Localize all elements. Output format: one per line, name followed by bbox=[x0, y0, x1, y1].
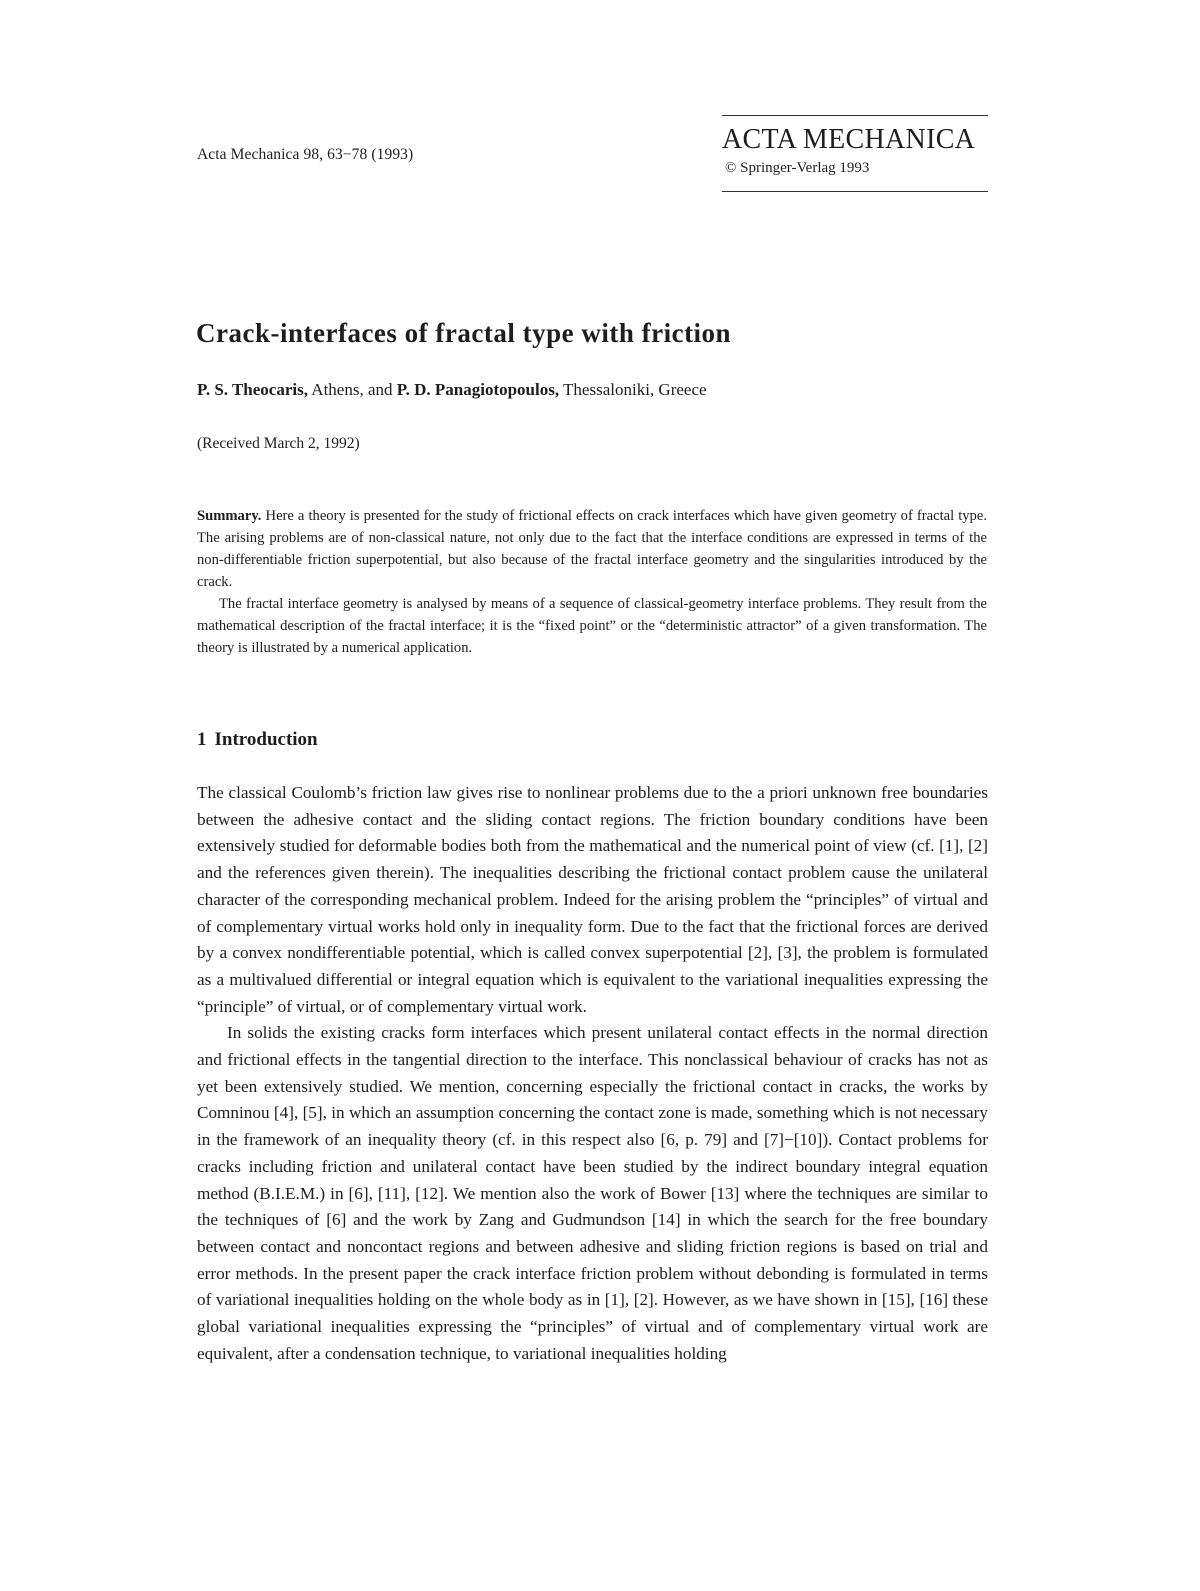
masthead-top-rule bbox=[722, 115, 988, 116]
author-affiliation-athens: Athens, and bbox=[308, 380, 397, 399]
author-panagiotopoulos: P. D. Panagiotopoulos, bbox=[396, 380, 560, 399]
copyright-notice: © Springer-Verlag 1993 bbox=[725, 160, 870, 176]
author-affiliation-thessaloniki: Thessaloniki, Greece bbox=[559, 380, 707, 399]
section-number: 1 bbox=[197, 729, 207, 750]
author-theocaris: P. S. Theocaris, bbox=[197, 380, 308, 399]
body-paragraph: The classical Coulomb’s friction law gives rise to nonlinear problems due to the a priori unknown free boundaries between the adhesive contact and the sliding contact regions. The friction boundary conditions have been extensively studied for deformable bodies both from the mathematical and the numerical point of view (cf. [1], [2] and the references given therein). The inequalities describing the frictional contact problem cause the unilateral character of the corresponding mechanical problem. Indeed for the arising problem the “principles” of virtual and of complementary virtual works hold only in inequality form. Due to the fact that the frictional forces are derived by a convex nondifferentiable potential, which is called convex superpotential [2], [3], the problem is formulated as a multivalued differential or integral equation which is equivalent to the variational inequalities expressing the “principle” of virtual, or of complementary virtual work. bbox=[197, 783, 988, 1016]
summary-text: Here a theory is presented for the study of frictional effects on crack interfaces which have given geometry of fractal type. The arising problems are of non-classical nature, not only due to the fact that the interface conditions are expressed in terms of the non-differentiable friction superpotential, but also because of the fractal interface geometry and the singularities introduced by the crack. bbox=[197, 508, 987, 590]
section-heading bbox=[197, 729, 318, 751]
article-title: Crack-interfaces of fractal type with friction bbox=[196, 318, 732, 348]
received-date: (Received March 2, 1992) bbox=[197, 435, 360, 452]
masthead-bottom-rule bbox=[722, 191, 988, 192]
summary-paragraph bbox=[197, 505, 987, 593]
journal-masthead bbox=[722, 115, 988, 192]
summary-block bbox=[197, 505, 987, 659]
summary-label: Summary. bbox=[197, 508, 262, 524]
body-paragraph: In solids the existing cracks form interfaces which present unilateral contact effects in the normal direction and frictional effects in the tangential direction to the interface. This nonclassical behaviour of cracks has not as yet been extensively studied. We mention, concerning especially the frictional contact in cracks, the works by Comninou [4], [5], in which an assumption concerning the contact zone is made, something which is not necessary in the framework of an inequality theory (cf. in this respect also [6, p. 79] and [7]−[10]). Contact problems for cracks including friction and unilateral contact have been studied by the indirect boundary integral equation method (B.I.E.M.) in [6], [11], [12]. We mention also the work of Bower [13] where the techniques are similar to the techniques of [6] and the work by Zang and Gudmundson [14] in which the search for the free boundary between contact and noncontact regions and between adhesive and sliding friction regions is based on trial and error methods. In the present paper the crack interface friction problem without debonding is formulated in terms of variational inequalities holding on the whole body as in [1], [2]. However, as we have shown in [15], [16] these global variational inequalities expressing the “principles” of virtual and of complementary virtual work are equivalent, after a condensation technique, to variational inequalities holding bbox=[197, 1023, 988, 1363]
author-line bbox=[197, 380, 707, 400]
journal-name: ACTA MECHANICA bbox=[722, 124, 976, 155]
journal-reference: Acta Mechanica 98, 63−78 (1993) bbox=[197, 146, 414, 163]
introduction-body bbox=[197, 780, 988, 1367]
summary-paragraph: The fractal interface geometry is analysed by means of a sequence of classical-geometry interface problems. They result from the mathematical description of the fractal interface; it is the “fixed point” or the “deterministic attractor” of a given transformation. The theory is illustrated by a numerical application. bbox=[197, 596, 987, 656]
section-title: Introduction bbox=[214, 729, 318, 750]
